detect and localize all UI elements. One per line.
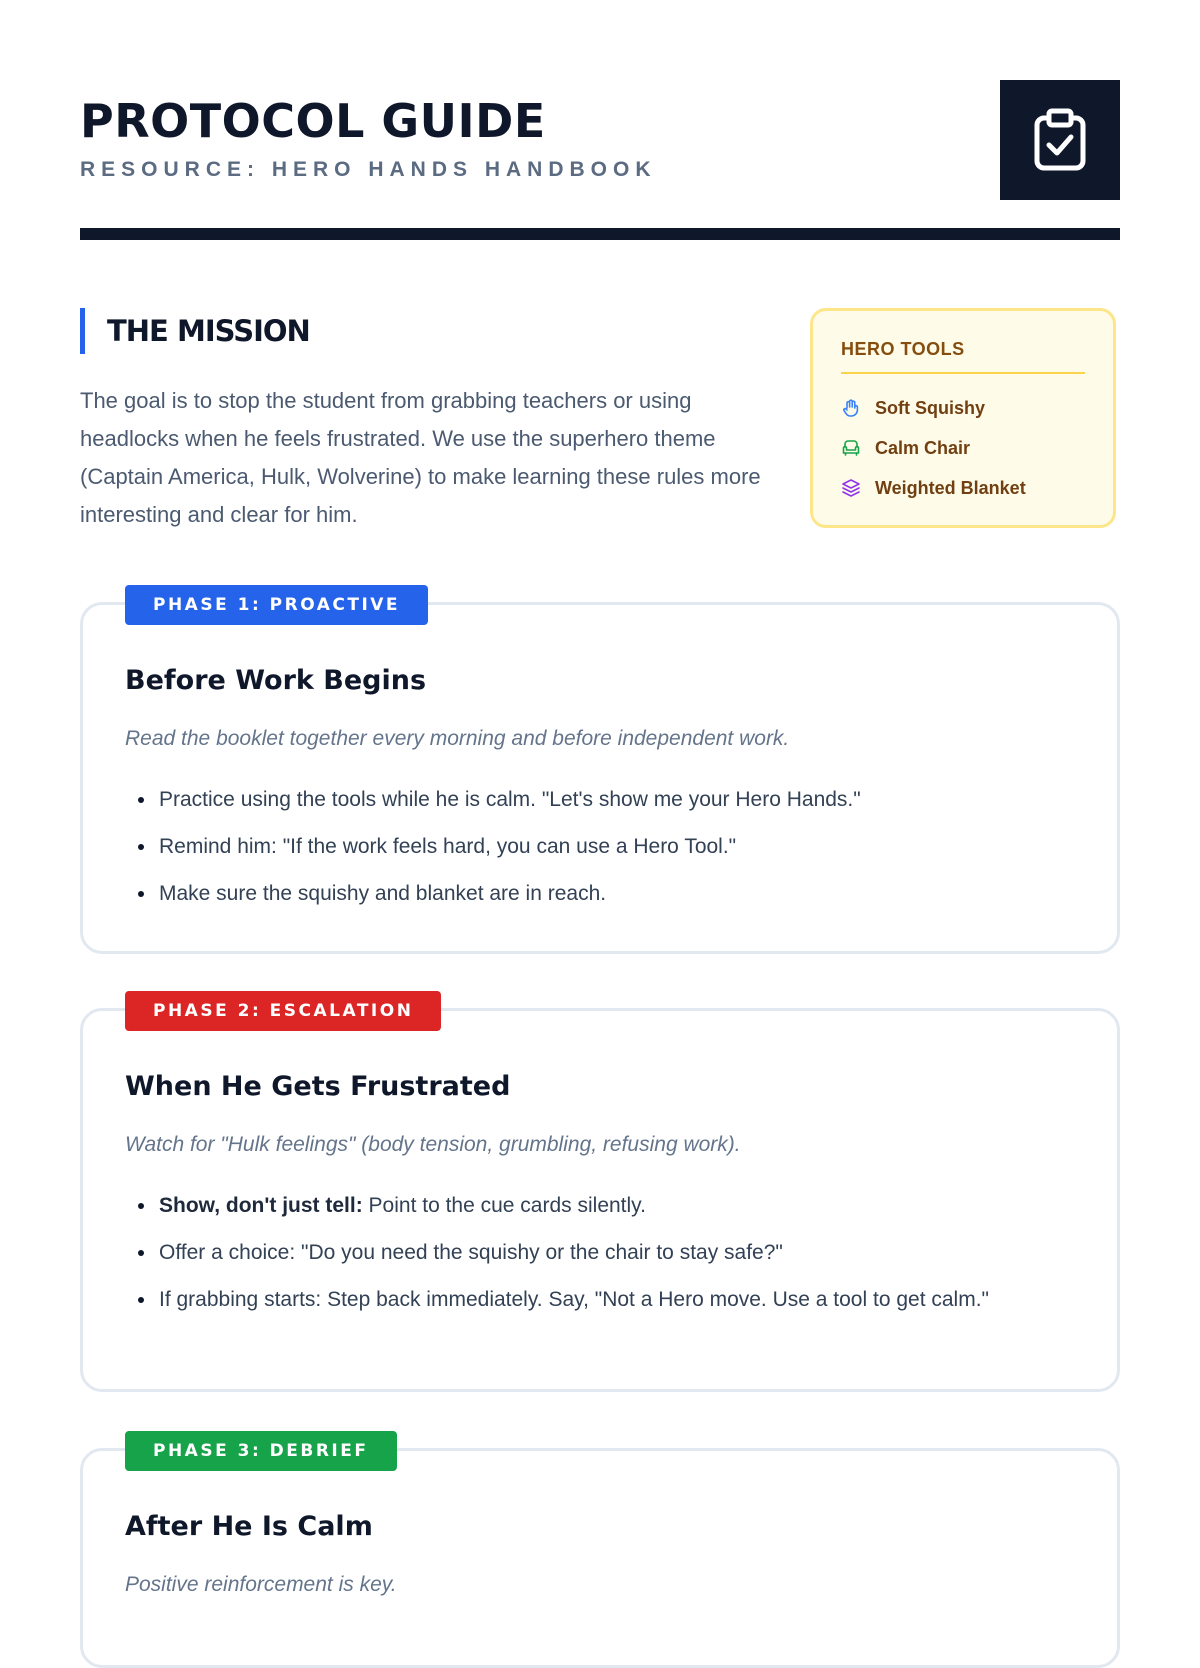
list-item xyxy=(157,1236,1057,1269)
header-icon-box xyxy=(1000,80,1120,200)
phase-card-escalation xyxy=(80,1001,1120,1392)
page-title: PROTOCOL GUIDE xyxy=(80,94,546,148)
phase-card-debrief xyxy=(80,1441,1120,1668)
mission-text: The goal is to stop the student from grabbing teachers or using headlocks when he feels frustrated. We use the superhero theme (Captain America, Hulk, Wolverine) to make learning these rules more interesting and clear for him. xyxy=(80,388,761,527)
phase-list xyxy=(125,1189,1057,1330)
mission-title: THE MISSION xyxy=(107,314,310,348)
hero-tools-list xyxy=(841,388,1085,508)
list-item xyxy=(157,877,1057,910)
tool-item xyxy=(841,468,1085,508)
list-item xyxy=(157,783,1057,816)
phase-lead: Positive reinforcement is key. xyxy=(125,1573,397,1596)
phase-badge: PHASE 2: ESCALATION xyxy=(125,991,441,1031)
list-item xyxy=(157,1283,1057,1316)
header-divider xyxy=(80,228,1120,240)
hero-tools-card xyxy=(810,308,1116,528)
hand-icon xyxy=(841,398,861,418)
armchair-icon xyxy=(841,438,861,458)
tool-label: Soft Squishy xyxy=(875,397,986,418)
phase-list xyxy=(125,783,1057,924)
list-item-text: If grabbing starts: Step back immediately. Say, "Not a Hero move. Use a tool to get calm." xyxy=(159,1288,989,1311)
page-subtitle: RESOURCE: HERO HANDS HANDBOOK xyxy=(80,158,657,181)
phase-card-proactive xyxy=(80,595,1120,954)
list-item-text: Remind him: "If the work feels hard, you can use a Hero Tool." xyxy=(159,835,737,858)
layers-icon xyxy=(841,478,861,498)
phase-title: After He Is Calm xyxy=(125,1511,373,1542)
phase-badge: PHASE 1: PROACTIVE xyxy=(125,585,428,625)
list-item-text: Practice using the tools while he is calm. "Let's show me your Hero Hands." xyxy=(159,788,861,811)
tool-item xyxy=(841,428,1085,468)
phase-lead: Watch for "Hulk feelings" (body tension, grumbling, refusing work). xyxy=(125,1133,741,1156)
list-item xyxy=(157,830,1057,863)
tool-item xyxy=(841,388,1085,428)
phase-title: When He Gets Frustrated xyxy=(125,1071,511,1102)
header xyxy=(80,80,1120,200)
phase-title: Before Work Begins xyxy=(125,665,427,696)
tool-label: Weighted Blanket xyxy=(875,477,1026,498)
list-item-text: Point to the cue cards silently. xyxy=(362,1194,646,1217)
list-item-text: Offer a choice: "Do you need the squishy or the chair to stay safe?" xyxy=(159,1241,783,1264)
phase-badge: PHASE 3: DEBRIEF xyxy=(125,1431,397,1471)
mission-section xyxy=(80,308,770,556)
clipboard-check-icon xyxy=(1032,108,1088,172)
list-item-emphasis: Show, don't just tell: xyxy=(159,1194,363,1217)
mission-heading xyxy=(80,308,770,354)
list-item xyxy=(157,1189,1057,1222)
list-item-text: Make sure the squishy and blanket are in reach. xyxy=(159,882,607,905)
hero-tools-title: HERO TOOLS xyxy=(841,339,1085,374)
phase-lead: Read the booklet together every morning and before independent work. xyxy=(125,727,790,750)
tool-label: Calm Chair xyxy=(875,437,971,458)
